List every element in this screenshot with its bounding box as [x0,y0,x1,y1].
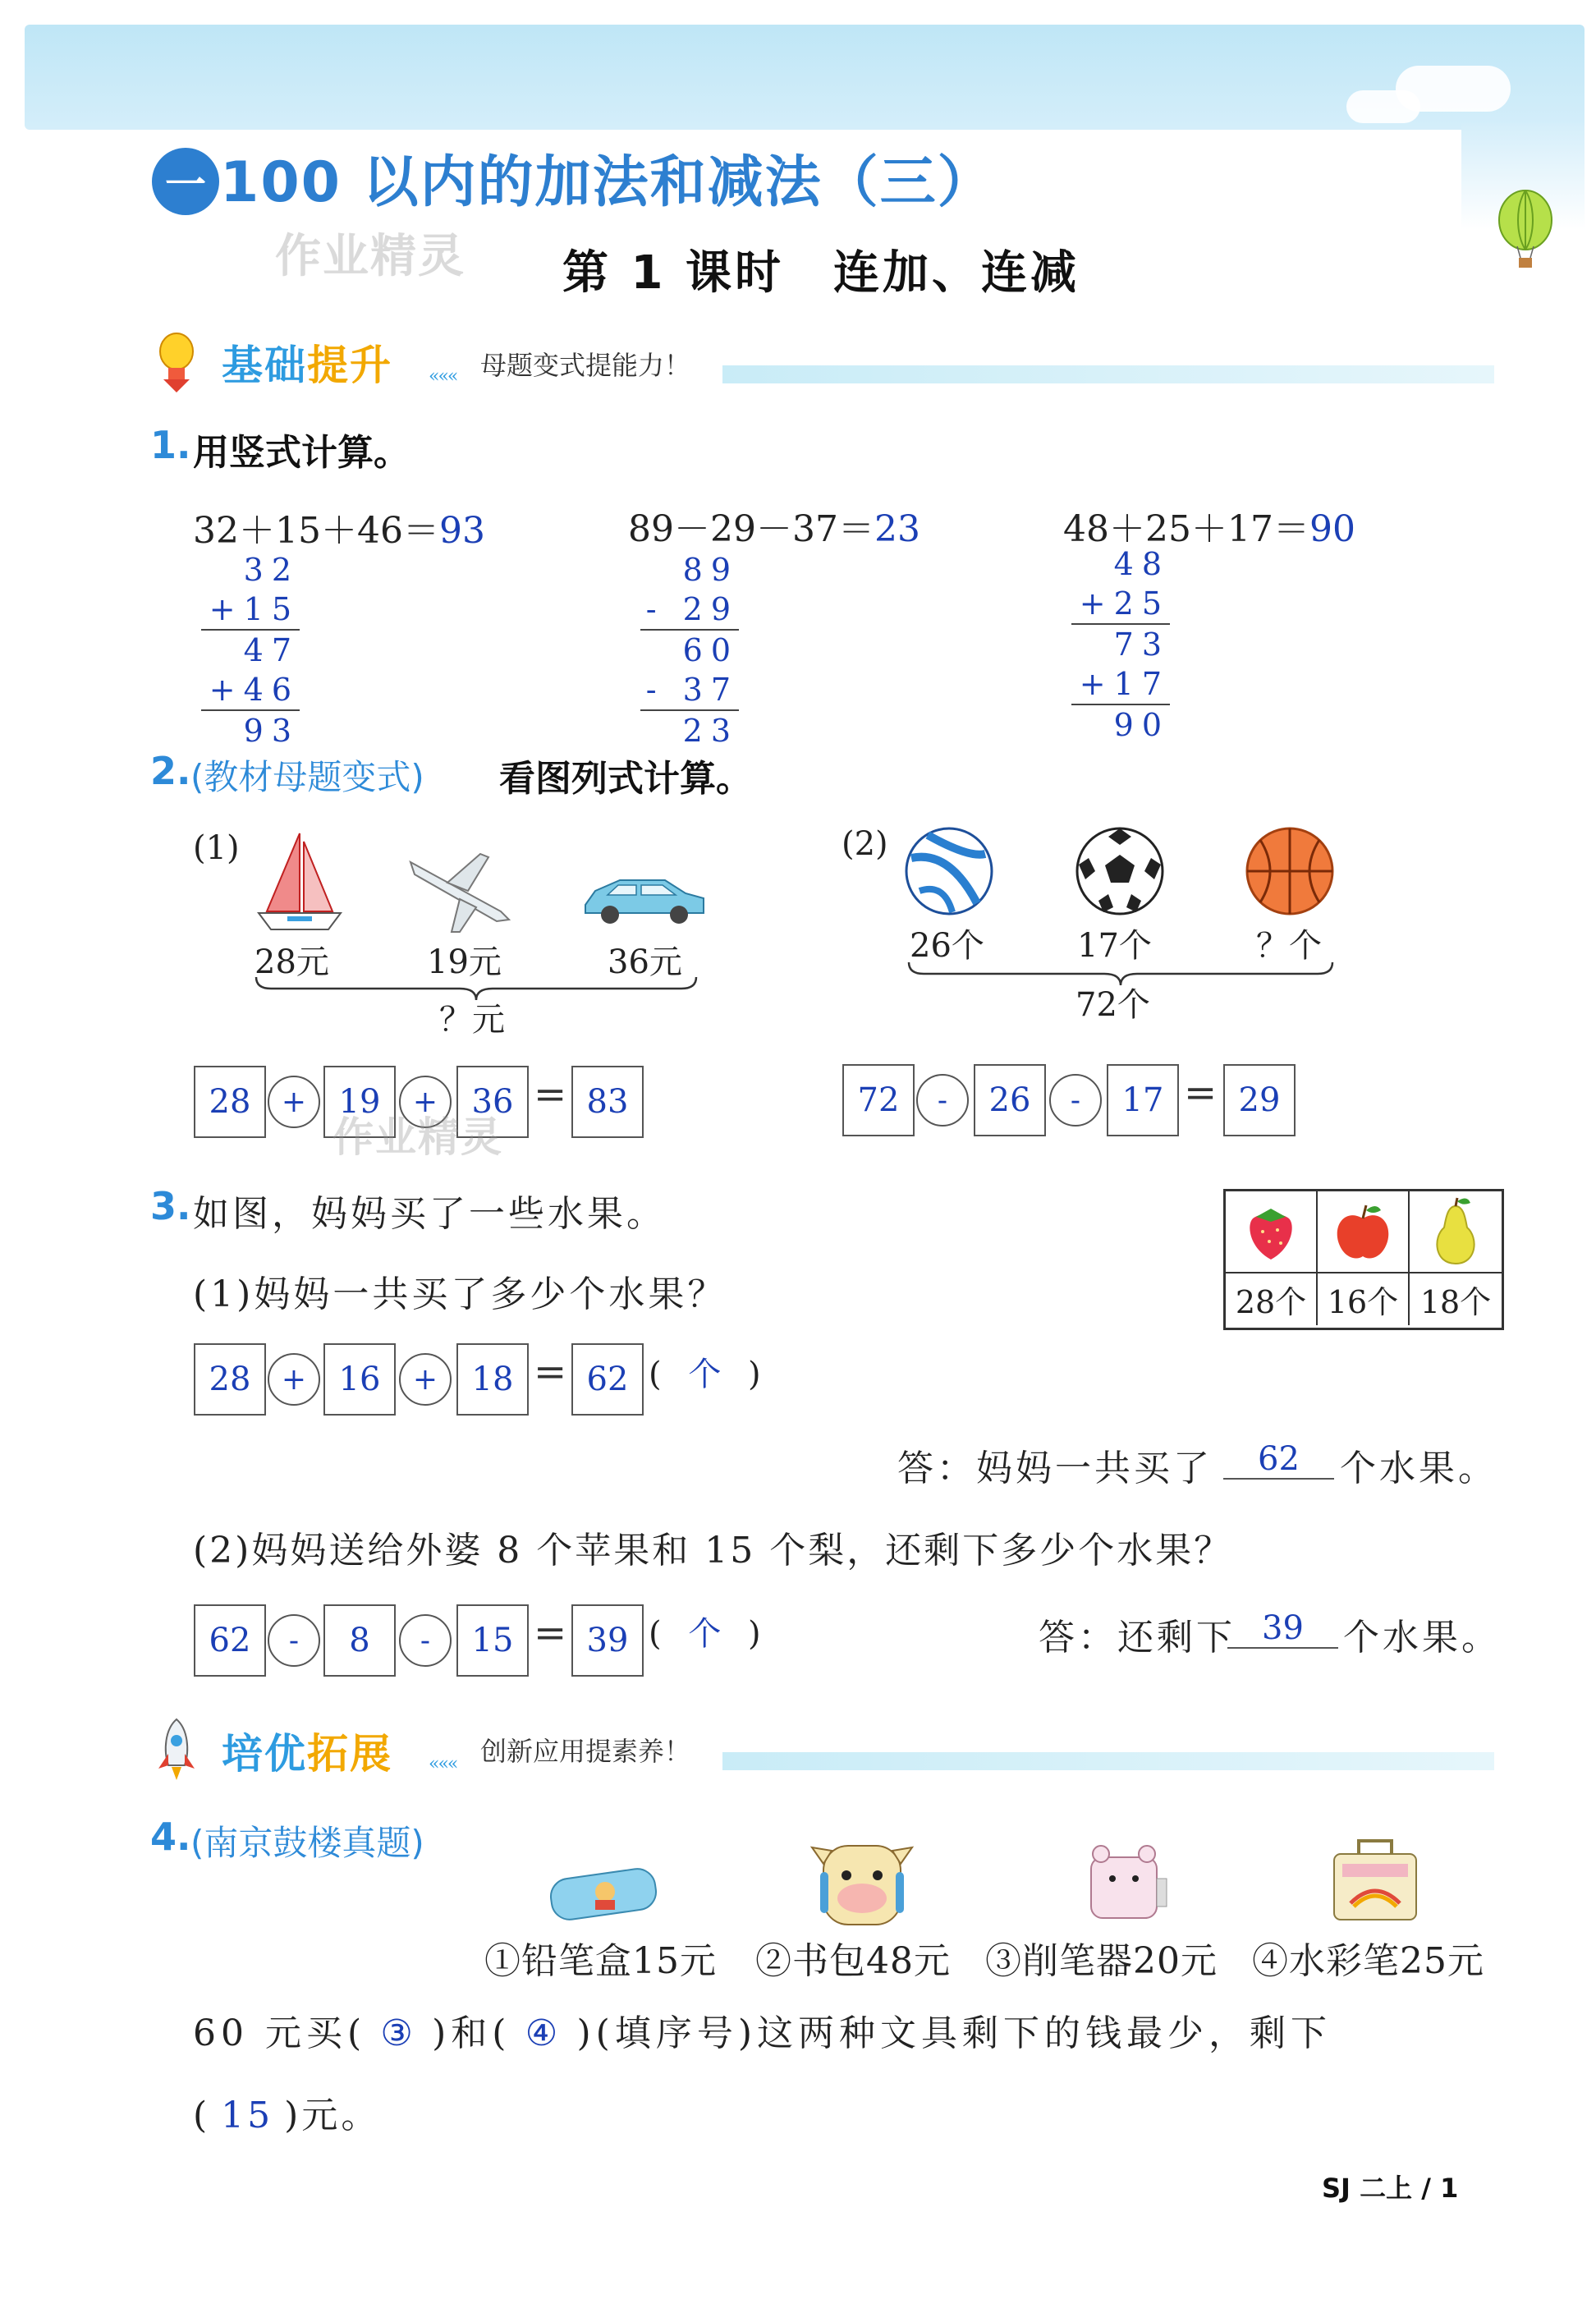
q1-number: 1. [150,423,191,467]
arrows-decoration: ««« [429,1754,457,1774]
section-basic-title-a: 基础 [222,342,307,389]
q3-p2-eq-op[interactable]: - [399,1614,452,1667]
rocket-icon [152,1718,201,1783]
q3-p1-answer-blank[interactable]: 62 [1223,1440,1334,1480]
strawberry-icon [1238,1199,1304,1264]
fruit-table [1223,1189,1504,1330]
fruit-count: 18个 [1419,1284,1492,1320]
fruit-cell [1226,1191,1318,1273]
lesson-label: 第 1 课时 [562,246,784,300]
section-advance-bar [722,1752,1494,1770]
q1-v1-row: 32 [243,552,300,588]
q2-p1-eq-op[interactable]: + [268,1076,320,1128]
q3-p2-eq-result[interactable]: 39 [571,1604,644,1677]
q2-tag: (教材母题变式) [190,757,424,797]
pear-icon [1423,1195,1488,1269]
q3-p2-unit [649,1608,761,1654]
q2-p1-price-3: 36元 [608,943,682,981]
fruit-cell [1318,1191,1410,1273]
q1-answer-1: 93 [438,510,485,552]
q3-p2-eq-box[interactable]: 15 [456,1604,529,1677]
q2-text: 看图列式计算。 [499,758,752,800]
section-basic-title [222,333,392,392]
fruit-count-cell [1410,1273,1502,1325]
q2-part2-label: (2) [842,825,888,863]
section-basic-title-b: 提升 [307,342,392,389]
q4-blank-2[interactable]: ④ [525,2012,563,2054]
q2-p1-price-2: 19元 [427,943,502,981]
watermark: 作业精灵 [275,230,466,283]
soccer-ball-icon [1074,825,1166,917]
q1-v1-row: +15 [209,591,300,627]
basketball-icon [1244,825,1336,917]
q1-v1-row: +46 [209,672,300,708]
q1-v3-row: 73 [1113,626,1170,663]
q4-item-1: ①铅笔盒15元 [484,1940,717,1982]
q3-p2-unit-value[interactable]: 个 [688,1615,722,1653]
q2-p2-count-2: 17个 [1077,927,1152,965]
q2-p2-eq-op[interactable]: - [1049,1074,1102,1127]
q2-p1-eq-box[interactable]: 28 [194,1066,266,1138]
lightbulb-icon [152,328,201,394]
section-basic-subtitle: 母题变式提能力！ [480,350,691,381]
q3-p2-eq-box[interactable]: 62 [194,1604,266,1677]
q1-v2-row: 60 [682,632,739,668]
q2-p2-total: 72个 [1075,986,1150,1024]
q4-item-3: ③削笔器20元 [985,1940,1218,1982]
fruit-count: 16个 [1327,1284,1399,1320]
q2-p1-eq-box[interactable]: 36 [456,1066,529,1138]
q3-p2-answer-suffix: 个水果。 [1343,1617,1501,1659]
q2-p2-eq-equals: = [1184,1070,1218,1116]
volleyball-icon [903,825,995,917]
q1-problem-2 [628,499,920,552]
q2-p2-count-1: 26个 [910,927,984,965]
q2-p1-eq-box[interactable]: 19 [323,1066,396,1138]
q4-item-2: ②书包48元 [755,1940,951,1982]
q3-p2-eq-box[interactable]: 8 [323,1604,396,1677]
q3-p1-eq-box[interactable]: 16 [323,1343,396,1416]
sailboat-icon [255,829,345,936]
q4-number: 4. [150,1815,191,1859]
fruit-cell [1410,1191,1502,1273]
q1-v3-row: 90 [1113,707,1170,743]
q1-v2-row: - 29 [645,591,739,627]
q3-p1-eq-op[interactable]: + [399,1353,452,1406]
q3-text: 如图，妈妈买了一些水果。 [193,1193,666,1235]
q1-expression-3: 48＋25＋17＝ [1063,508,1309,550]
fruit-count-cell [1226,1273,1318,1325]
q1-expression-2: 89－29－37＝ [628,508,874,550]
watermark: 作业精灵 [332,1113,503,1161]
q4-blank-3[interactable]: 15 [221,2095,274,2136]
q3-p1-answer-prefix: 答：妈妈一共买了 [897,1448,1213,1489]
q4-line2-b: )元。 [284,2095,381,2136]
car-icon [579,870,710,928]
q2-part1-label: (1) [193,829,240,867]
q4-line1-c: )(填序号)这两种文具剩下的钱最少，剩下 [576,2012,1332,2054]
q2-p2-eq-box[interactable]: 72 [842,1064,915,1136]
q3-p1-eq-box[interactable]: 18 [456,1343,529,1416]
q3-p2-answer-blank[interactable]: 39 [1227,1609,1338,1649]
q2-p1-total: ？元 [439,1001,505,1039]
section-advance-title-a: 培优 [222,1730,307,1778]
q3-p2-eq-equals: = [534,1610,567,1656]
q3-p2-unit-open: ( [649,1615,662,1653]
q1-answer-2: 23 [874,508,920,550]
schoolbag-icon [809,1823,915,1930]
q1-expression-1: 32＋15＋46＝ [193,510,439,552]
q1-v1-row: 93 [243,713,300,749]
q1-v3-row: +25 [1079,585,1170,622]
q3-p1-unit [649,1348,761,1395]
q2-p1-eq-result[interactable]: 83 [571,1066,644,1138]
q4-line1 [193,2003,1332,2056]
q2-p2-count-3: ？个 [1256,927,1322,965]
q1-v3-row: 48 [1113,546,1170,582]
q1-v1-row: 47 [243,632,300,668]
q2-p2-eq-box[interactable]: 26 [974,1064,1046,1136]
section-advance-title [222,1721,392,1780]
chapter-number-badge: 一 [152,148,219,215]
cloud-decoration [1346,90,1420,123]
q2-p1-eq-op[interactable]: + [399,1076,452,1128]
q1-v3-row: +17 [1079,666,1170,702]
q2-p1-eq-equals: = [534,1071,567,1117]
q1-text: 用竖式计算。 [193,432,410,474]
q1-v2-row: 89 [682,552,739,588]
q4-line1-b: )和( [432,2012,511,2054]
q3-part2-question: (2)妈妈送给外婆 8 个苹果和 15 个梨，还剩下多少个水果？ [193,1530,1233,1572]
q4-tag: (南京鼓楼真题) [190,1823,424,1863]
q3-p1-answer-suffix: 个水果。 [1340,1448,1497,1489]
q1-answer-3: 90 [1309,508,1355,550]
section-advance-subtitle: 创新应用提素养！ [480,1736,691,1767]
q4-line1-a: 60 元买( [193,2012,367,2054]
watercolor-pen-icon [1326,1833,1424,1923]
q1-vertical-2 [640,550,739,750]
q1-v2-row: 23 [682,713,739,749]
q2-number: 2. [150,749,191,793]
q2-p2-eq-result[interactable]: 29 [1223,1064,1296,1136]
q4-line2-a: ( [193,2095,211,2136]
q3-p2-answer-prefix: 答：还剩下 [1039,1617,1236,1659]
q1-vertical-1 [201,550,300,750]
q2-p2-eq-op[interactable]: - [916,1074,969,1127]
q3-number: 3. [150,1184,191,1228]
apple-icon [1330,1199,1396,1264]
hot-air-balloon-icon [1493,189,1558,271]
q3-p2-eq-op[interactable]: - [268,1614,320,1667]
fruit-count: 28个 [1235,1284,1307,1320]
lesson-topic: 连加、连减 [832,246,1080,300]
section-basic-bar [722,365,1494,383]
airplane-icon [402,846,517,936]
lesson-title [562,236,1080,302]
q3-p1-eq-equals: = [534,1349,567,1395]
q3-part1-question: (1)妈妈一共买了多少个水果？ [193,1273,727,1315]
section-advance-title-b: 拓展 [307,1730,392,1778]
q3-p1-eq-box[interactable]: 28 [194,1343,266,1416]
q1-v2-row: - 37 [645,672,739,708]
q2-p1-price-1: 28元 [255,943,329,981]
q3-p1-unit-close: ) [748,1356,761,1393]
pencil-case-icon [546,1857,661,1923]
q3-p1-eq-op[interactable]: + [268,1353,320,1406]
q4-item-4: ④水彩笔25元 [1252,1940,1484,1982]
q1-problem-1 [193,501,485,553]
q3-p1-unit-open: ( [649,1356,662,1393]
q2-p2-eq-box[interactable]: 17 [1107,1064,1179,1136]
q3-p1-eq-result[interactable]: 62 [571,1343,644,1416]
q4-blank-1[interactable]: ③ [380,2012,418,2054]
q1-vertical-3 [1071,544,1170,745]
sharpener-icon [1080,1833,1170,1923]
arrows-decoration: ««« [429,366,457,387]
chapter-title: 100 以内的加法和减法（三） [220,150,995,215]
page-footer: SJ 二上 / 1 [1322,2173,1459,2204]
q3-p1-unit-value[interactable]: 个 [688,1356,722,1393]
fruit-count-cell [1318,1273,1410,1325]
q3-p2-unit-close: ) [748,1615,761,1653]
q4-line2 [193,2086,380,2138]
